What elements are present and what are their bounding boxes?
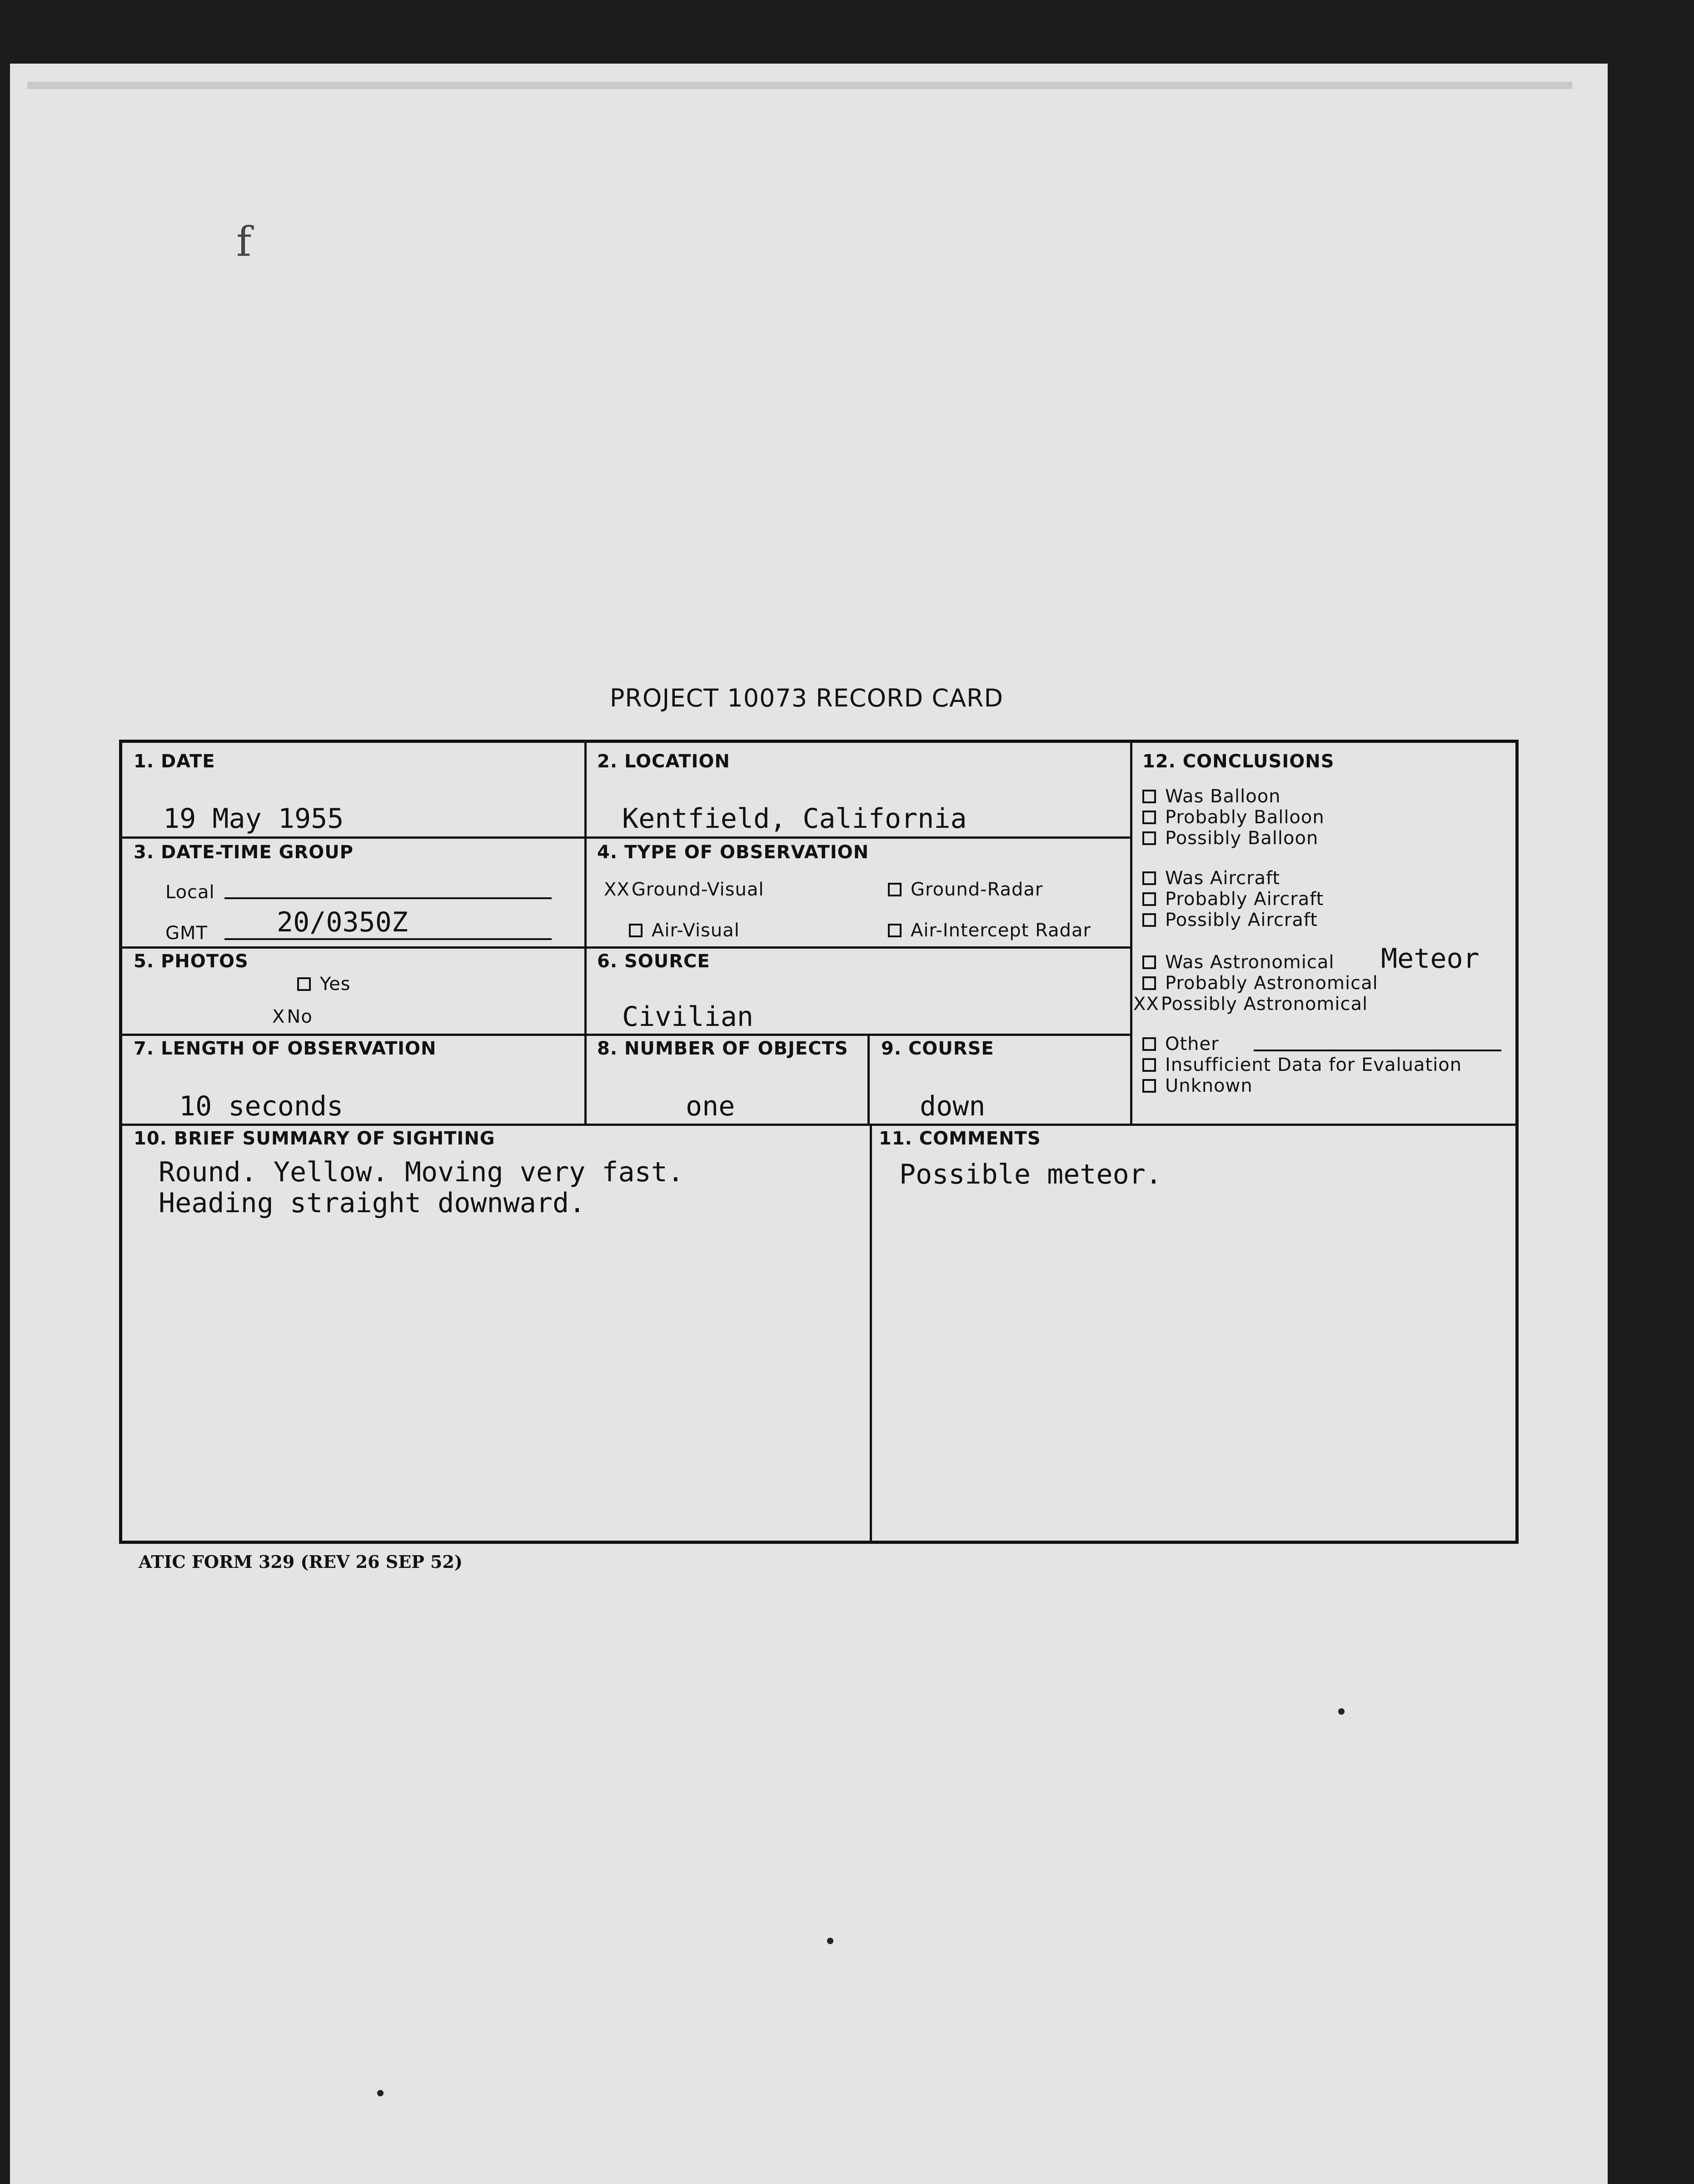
divider-col1 xyxy=(584,743,587,1124)
scan-frame-top xyxy=(0,0,1694,64)
option-air-intercept-radar xyxy=(888,920,1091,941)
was-astronomical-checkbox xyxy=(1142,955,1156,969)
air-visual-checkbox xyxy=(629,924,643,937)
ground-radar-checkbox xyxy=(888,883,902,896)
other-checkbox xyxy=(1142,1037,1156,1051)
probably-balloon-checkbox xyxy=(1142,811,1156,824)
photos-no-label: No xyxy=(287,1006,313,1027)
location-value: Kentfield, California xyxy=(622,803,967,835)
speck-3 xyxy=(377,2090,384,2096)
option-photos-yes xyxy=(297,974,351,995)
corner-handwritten-mark: f xyxy=(236,218,252,266)
gmt-label: GMT xyxy=(165,923,208,944)
ground-visual-mark: XX xyxy=(604,879,630,900)
option-ground-radar xyxy=(888,879,1043,900)
other-underline xyxy=(1254,1050,1501,1051)
option-air-visual xyxy=(629,920,740,941)
divider-summary-comments xyxy=(870,1124,872,1542)
air-intercept-radar-checkbox xyxy=(888,924,902,937)
comments-label: 11. COMMENTS xyxy=(879,1128,1041,1149)
divider-row2 xyxy=(122,946,1130,949)
conclusions-label: 12. CONCLUSIONS xyxy=(1142,751,1335,772)
date-value: 19 May 1955 xyxy=(163,803,344,835)
photos-yes-label: Yes xyxy=(320,974,351,995)
paper-edge xyxy=(27,82,1572,89)
conclusion-other: Other xyxy=(1142,1034,1219,1055)
brief-summary-label: 10. BRIEF SUMMARY OF SIGHTING xyxy=(134,1128,495,1149)
conclusion-probably-aircraft: Probably Aircraft xyxy=(1142,889,1324,910)
ground-visual-label: Ground-Visual xyxy=(631,879,764,900)
type-of-observation-label: 4. TYPE OF OBSERVATION xyxy=(597,842,869,863)
conclusion-unknown: Unknown xyxy=(1142,1075,1253,1096)
record-card xyxy=(119,740,1519,1544)
possibly-astronomical-mark: XX xyxy=(1133,994,1159,1015)
conclusion-insufficient-data: Insufficient Data for Evaluation xyxy=(1142,1055,1462,1075)
speck-2 xyxy=(827,1938,833,1944)
conclusion-possibly-astronomical: XX Possibly Astronomical xyxy=(1133,994,1368,1015)
probably-astronomical-checkbox xyxy=(1142,976,1156,990)
option-ground-visual xyxy=(604,879,764,900)
divider-conclusions xyxy=(1130,743,1132,1124)
ground-radar-label: Ground-Radar xyxy=(911,879,1043,900)
photos-yes-checkbox xyxy=(297,977,311,991)
location-label: 2. LOCATION xyxy=(597,751,730,772)
possibly-balloon-checkbox xyxy=(1142,831,1156,845)
form-id: ATIC FORM 329 (REV 26 SEP 52) xyxy=(139,1552,463,1572)
photos-no-mark: X xyxy=(272,1006,285,1027)
conclusion-probably-balloon: Probably Balloon xyxy=(1142,807,1325,828)
scan-frame-right xyxy=(1608,0,1694,2184)
divider-row4 xyxy=(122,1124,1515,1126)
course-label: 9. COURSE xyxy=(881,1038,994,1059)
was-balloon-checkbox xyxy=(1142,790,1156,803)
brief-summary-line-2: Heading straight downward. xyxy=(159,1187,586,1219)
conclusion-was-balloon: Was Balloon xyxy=(1142,786,1281,807)
gmt-value: 20/0350Z xyxy=(277,906,408,938)
air-intercept-radar-label: Air-Intercept Radar xyxy=(911,920,1091,941)
air-visual-label: Air-Visual xyxy=(652,920,740,941)
probably-aircraft-checkbox xyxy=(1142,892,1156,906)
local-label: Local xyxy=(165,882,215,903)
conclusion-possibly-aircraft: Possibly Aircraft xyxy=(1142,910,1318,930)
date-label: 1. DATE xyxy=(134,751,215,772)
divider-row1 xyxy=(122,836,1130,839)
date-time-group-label: 3. DATE-TIME GROUP xyxy=(134,842,354,863)
was-aircraft-checkbox xyxy=(1142,871,1156,885)
divider-objects-course xyxy=(867,1034,870,1124)
conclusion-was-astronomical: Was Astronomical xyxy=(1142,952,1335,973)
conclusion-was-aircraft: Was Aircraft xyxy=(1142,868,1280,889)
unknown-checkbox xyxy=(1142,1079,1156,1093)
divider-row3 xyxy=(122,1034,1130,1036)
source-value: Civilian xyxy=(622,1001,753,1033)
speck-1 xyxy=(1338,1708,1345,1715)
photos-label: 5. PHOTOS xyxy=(134,951,249,972)
brief-summary-line-1: Round. Yellow. Moving very fast. xyxy=(159,1156,684,1188)
conclusion-probably-astronomical: Probably Astronomical xyxy=(1142,973,1378,994)
conclusion-possibly-balloon: Possibly Balloon xyxy=(1142,828,1318,849)
comments-value: Possible meteor. xyxy=(899,1159,1162,1190)
number-of-objects-value: one xyxy=(686,1090,735,1122)
option-photos-no xyxy=(272,1006,313,1027)
possibly-aircraft-checkbox xyxy=(1142,913,1156,927)
length-of-observation-label: 7. LENGTH OF OBSERVATION xyxy=(134,1038,437,1059)
course-value: down xyxy=(920,1090,986,1122)
number-of-objects-label: 8. NUMBER OF OBJECTS xyxy=(597,1038,848,1059)
scan-frame-left xyxy=(0,0,10,2184)
gmt-underline xyxy=(224,938,552,940)
local-underline xyxy=(224,897,552,899)
insufficient-data-checkbox xyxy=(1142,1058,1156,1072)
was-astronomical-note: Meteor xyxy=(1381,943,1480,975)
length-of-observation-value: 10 seconds xyxy=(179,1090,344,1122)
source-label: 6. SOURCE xyxy=(597,951,710,972)
card-title: PROJECT 10073 RECORD CARD xyxy=(609,684,1004,712)
